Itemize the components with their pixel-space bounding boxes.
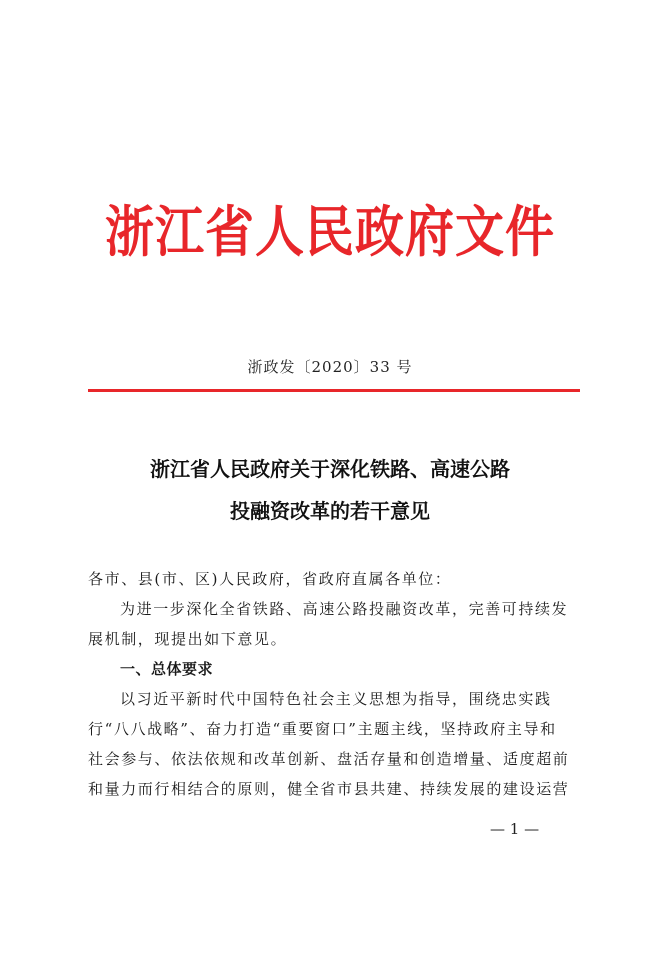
document-body xyxy=(88,564,588,804)
document-masthead: 浙江省人民政府文件 xyxy=(104,199,555,265)
paragraph-line-1: 以习近平新时代中国特色社会主义思想为指导，围绕忠实践 xyxy=(120,690,552,708)
title-line-2: 投融资改革的若干意见 xyxy=(230,499,430,523)
section-heading-general-requirements: 一、总体要求 xyxy=(120,660,214,678)
paragraph-line-3: 社会参与、依法依规和改革创新、盘活存量和创造增量、适度超前 xyxy=(88,750,570,768)
title-line-1: 浙江省人民政府关于深化铁路、高速公路 xyxy=(150,457,510,481)
intro-line-1: 为进一步深化全省铁路、高速公路投融资改革，完善可持续发 xyxy=(120,600,569,618)
intro-line-2: 展机制，现提出如下意见。 xyxy=(88,630,288,648)
salutation: 各市、县(市、区)人民政府，省政府直属各单位： xyxy=(88,570,452,588)
document-title xyxy=(0,448,660,532)
red-divider-rule xyxy=(88,389,580,392)
document-number: 浙政发〔2020〕33 号 xyxy=(247,358,413,376)
paragraph-line-2: 行“八八战略”、奋力打造“重要窗口”主题主线，坚持政府主导和 xyxy=(88,720,557,738)
page-number: — 1 — xyxy=(490,820,540,838)
paragraph-line-4: 和量力而行相结合的原则，健全省市县共建、持续发展的建设运营 xyxy=(88,780,570,798)
